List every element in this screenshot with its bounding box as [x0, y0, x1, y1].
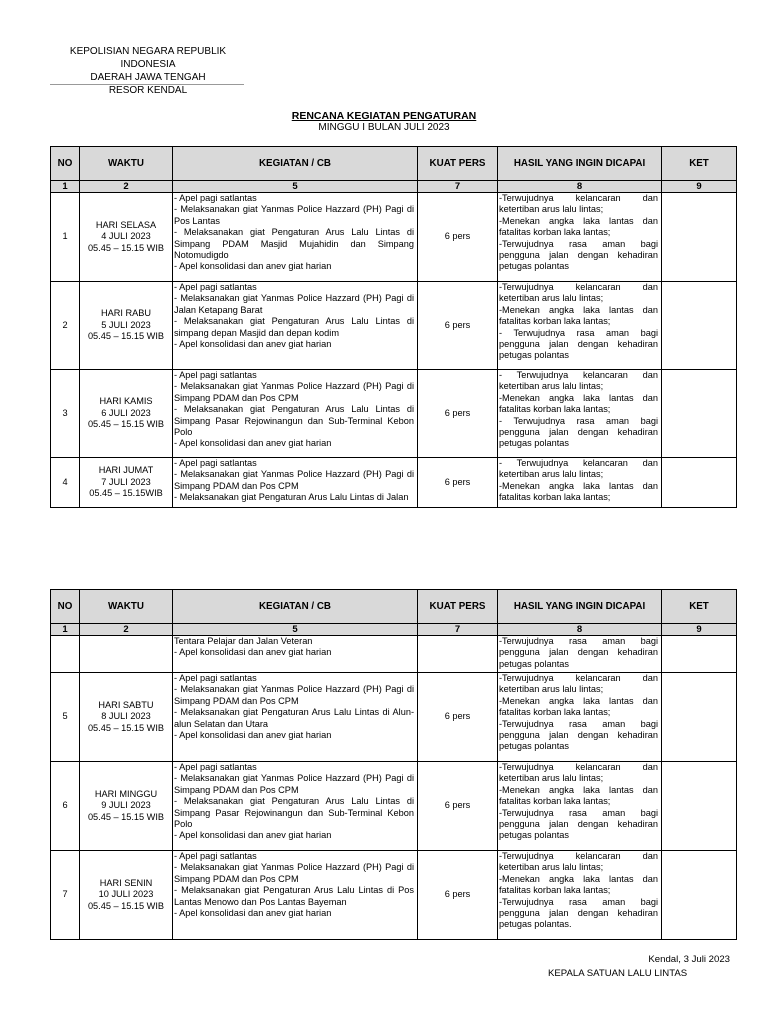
hasil-item: -Menekan angka laka lantas dan fatalitas korban laka lantas; — [499, 215, 658, 238]
kegiatan-item: - Melaksanakan giat Pengaturan Arus Lalu Lintas di Pos Lantas Menowo dan Pos Lantas Bayeman — [174, 885, 414, 907]
hasil-item: -Terwujudnya rasa aman bagi pengguna jalan dengan kehadiran petugas polantas. — [499, 896, 658, 930]
institution-line-3: RESOR KENDAL — [108, 85, 188, 96]
kegiatan-item: - Melaksanakan giat Yanmas Police Hazzard (PH) Pagi di Pos Lantas — [174, 204, 414, 226]
kegiatan-cell — [173, 282, 418, 370]
hasil-item: -Terwujudnya kelancaran dan ketertiban arus lalu lintas; — [499, 282, 658, 304]
kegiatan-item: - Melaksanakan giat Pengaturan Arus Lalu Lintas di Alun-alun Selatan dan Utara — [174, 707, 414, 729]
column-header: WAKTU — [80, 590, 173, 624]
row-number: 3 — [51, 370, 80, 458]
hasil-item: - Terwujudnya rasa aman bagi pengguna jalan dengan kehadiran petugas polantas — [499, 327, 658, 361]
waktu-line: HARI SELASA — [95, 219, 157, 230]
waktu-line: 05.45 – 15.15 WIB — [87, 900, 165, 911]
column-number: 9 — [662, 181, 737, 193]
waktu-line: 05.45 – 15.15 WIB — [87, 242, 165, 253]
waktu-line: 05.45 – 15.15 WIB — [87, 722, 165, 733]
kegiatan-cell — [173, 673, 418, 762]
column-header: WAKTU — [80, 147, 173, 181]
document-title — [0, 110, 768, 134]
kuat-pers-cell: 6 pers — [418, 370, 498, 458]
waktu-line: 7 JULI 2023 — [101, 476, 151, 487]
kegiatan-item: - Melaksanakan giat Yanmas Police Hazzard (PH) Pagi di Simpang PDAM dan Pos CPM — [174, 381, 414, 403]
hasil-item: -Terwujudnya rasa aman bagi pengguna jalan dengan kehadiran petugas polantas — [499, 636, 658, 669]
kegiatan-item: - Apel pagi satlantas — [174, 851, 257, 861]
kuat-pers-cell — [418, 636, 498, 673]
column-header: KEGIATAN / CB — [173, 147, 418, 181]
kegiatan-item: - Apel pagi satlantas — [174, 458, 257, 468]
waktu-cell — [80, 370, 173, 458]
kegiatan-item: - Melaksanakan giat Pengaturan Arus Lalu Lintas di Simpang Pasar Rejowinangun dan Sub-Terminal Kebon Polo — [174, 796, 414, 830]
column-number: 9 — [662, 624, 737, 636]
title-main: RENCANA KEGIATAN PENGATURAN — [291, 110, 477, 122]
kegiatan-cell — [173, 370, 418, 458]
kegiatan-item: - Apel konsolidasi dan anev giat harian — [174, 908, 332, 919]
ket-cell — [662, 851, 737, 940]
column-header: NO — [51, 147, 80, 181]
waktu-cell — [80, 282, 173, 370]
waktu-cell — [80, 851, 173, 940]
waktu-line: 05.45 – 15.15 WIB — [87, 331, 165, 342]
kegiatan-item: Tentara Pelajar dan Jalan Veteran — [174, 636, 313, 646]
kegiatan-item: - Apel pagi satlantas — [174, 762, 257, 772]
kuat-pers-cell: 6 pers — [418, 193, 498, 282]
hasil-cell — [498, 370, 662, 458]
waktu-line: 10 JULI 2023 — [98, 889, 154, 900]
ket-cell — [662, 282, 737, 370]
schedule-table-1 — [50, 146, 737, 508]
hasil-cell — [498, 193, 662, 282]
hasil-cell — [498, 282, 662, 370]
institution-line-2: DAERAH JAWA TENGAH — [90, 72, 206, 83]
kegiatan-item: - Melaksanakan giat Yanmas Police Hazzard (PH) Pagi di Jalan Ketapang Barat — [174, 293, 414, 315]
kegiatan-item: - Melaksanakan giat Yanmas Police Hazzard (PH) Pagi di Simpang PDAM dan Pos CPM — [174, 773, 414, 795]
kuat-pers-cell: 6 pers — [418, 282, 498, 370]
waktu-line: HARI MINGGU — [94, 788, 158, 799]
hasil-cell — [498, 762, 662, 851]
hasil-item: -Terwujudnya kelancaran dan ketertiban arus lalu lintas; — [499, 193, 658, 215]
kegiatan-item: - Apel konsolidasi dan anev giat harian — [174, 830, 332, 841]
table-row — [51, 282, 737, 370]
kuat-pers-cell: 6 pers — [418, 851, 498, 940]
row-number: 1 — [51, 193, 80, 282]
column-number: 8 — [498, 624, 662, 636]
hasil-item: - Terwujudnya kelancaran dan ketertiban arus lalu lintas; — [499, 370, 658, 392]
ket-cell — [662, 193, 737, 282]
hasil-cell — [498, 851, 662, 940]
kuat-pers-cell: 6 pers — [418, 673, 498, 762]
ket-cell — [662, 370, 737, 458]
waktu-line: 9 JULI 2023 — [101, 800, 151, 811]
hasil-item: -Menekan angka laka lantas dan fatalitas korban laka lantas; — [499, 784, 658, 807]
signature-position: KEPALA SATUAN LALU LINTAS — [548, 968, 688, 979]
column-header: NO — [51, 590, 80, 624]
institution-line-1: KEPOLISIAN NEGARA REPUBLIK INDONESIA — [69, 46, 227, 70]
ket-cell — [662, 762, 737, 851]
header-row — [51, 147, 737, 181]
kegiatan-item: - Apel konsolidasi dan anev giat harian — [174, 647, 332, 658]
kegiatan-item: - Melaksanakan giat Pengaturan Arus Lalu Lintas di Jalan — [174, 492, 409, 503]
table-row — [51, 851, 737, 940]
kegiatan-item: - Melaksanakan giat Yanmas Police Hazzard (PH) Pagi di Simpang PDAM dan Pos CPM — [174, 684, 414, 706]
hasil-cell — [498, 673, 662, 762]
column-number: 2 — [80, 624, 173, 636]
waktu-line: HARI SABTU — [98, 699, 154, 710]
hasil-item: -Menekan angka laka lantas dan fatalitas korban laka lantas; — [499, 695, 658, 718]
ket-cell — [662, 673, 737, 762]
waktu-line: 05.45 – 15.15WIB — [89, 488, 163, 499]
kegiatan-item: - Apel pagi satlantas — [174, 370, 257, 380]
hasil-cell — [498, 458, 662, 508]
hasil-item: -Terwujudnya rasa aman bagi pengguna jalan dengan kehadiran petugas polantas — [499, 718, 658, 752]
kegiatan-item: - Apel konsolidasi dan anev giat harian — [174, 438, 332, 449]
column-header: KET — [662, 147, 737, 181]
kegiatan-item: - Melaksanakan giat Yanmas Police Hazzard (PH) Pagi di Simpang PDAM dan Pos CPM — [174, 862, 414, 884]
waktu-line: 6 JULI 2023 — [101, 407, 151, 418]
kegiatan-item: - Apel konsolidasi dan anev giat harian — [174, 339, 332, 350]
waktu-line: HARI JUMAT — [98, 465, 154, 476]
column-number: 8 — [498, 181, 662, 193]
column-number: 7 — [418, 181, 498, 193]
institution-header — [50, 45, 246, 97]
waktu-line: 05.45 – 15.15 WIB — [87, 811, 165, 822]
waktu-line: HARI RABU — [100, 308, 152, 319]
kegiatan-item: - Apel pagi satlantas — [174, 282, 257, 292]
kegiatan-item: - Apel pagi satlantas — [174, 673, 257, 683]
column-header: KUAT PERS — [418, 590, 498, 624]
waktu-cell — [80, 762, 173, 851]
hasil-item: -Menekan angka laka lantas dan fatalitas korban laka lantas; — [499, 480, 658, 503]
kegiatan-item: - Melaksanakan giat Pengaturan Arus Lalu Lintas di simpang depan Masjid dan depan kodim — [174, 316, 414, 338]
row-number — [51, 636, 80, 673]
column-number: 1 — [51, 624, 80, 636]
table-row — [51, 370, 737, 458]
column-number: 5 — [173, 181, 418, 193]
header-row — [51, 590, 737, 624]
ket-cell — [662, 636, 737, 673]
hasil-cell — [498, 636, 662, 673]
kegiatan-cell — [173, 851, 418, 940]
kegiatan-cell — [173, 762, 418, 851]
column-number-row — [51, 624, 737, 636]
waktu-line: 8 JULI 2023 — [101, 711, 151, 722]
kegiatan-item: - Apel pagi satlantas — [174, 193, 257, 203]
waktu-cell — [80, 458, 173, 508]
kuat-pers-cell: 6 pers — [418, 458, 498, 508]
signature-block — [500, 953, 730, 981]
hasil-item: -Terwujudnya rasa aman bagi pengguna jalan dengan kehadiran petugas polantas — [499, 807, 658, 841]
row-number: 7 — [51, 851, 80, 940]
kegiatan-item: - Apel konsolidasi dan anev giat harian — [174, 730, 332, 741]
kegiatan-cell — [173, 193, 418, 282]
waktu-cell — [80, 193, 173, 282]
kegiatan-item: - Melaksanakan giat Yanmas Police Hazzard (PH) Pagi di Simpang PDAM dan Pos CPM — [174, 469, 414, 491]
kegiatan-item: - Melaksanakan giat Pengaturan Arus Lalu Lintas di Simpang Pasar Rejowinangun dan Sub-Terminal Kebon Polo — [174, 404, 414, 438]
schedule-table-2 — [50, 589, 737, 940]
column-number: 7 — [418, 624, 498, 636]
column-number: 2 — [80, 181, 173, 193]
table-row — [51, 673, 737, 762]
hasil-item: -Menekan angka laka lantas dan fatalitas korban laka lantas; — [499, 392, 658, 415]
table-row — [51, 762, 737, 851]
hasil-item: - Terwujudnya kelancaran dan ketertiban arus lalu lintas; — [499, 458, 658, 480]
table-row — [51, 193, 737, 282]
kegiatan-item: - Apel konsolidasi dan anev giat harian — [174, 261, 332, 272]
waktu-cell — [80, 636, 173, 673]
title-sub: MINGGU I BULAN JULI 2023 — [318, 122, 450, 133]
column-header: HASIL YANG INGIN DICAPAI — [498, 590, 662, 624]
waktu-line: HARI SENIN — [99, 877, 153, 888]
waktu-line: 4 JULI 2023 — [101, 231, 151, 242]
row-number: 5 — [51, 673, 80, 762]
hasil-item: -Terwujudnya kelancaran dan ketertiban arus lalu lintas; — [499, 851, 658, 873]
waktu-line: HARI KAMIS — [99, 396, 153, 407]
waktu-cell — [80, 673, 173, 762]
waktu-line: 5 JULI 2023 — [101, 319, 151, 330]
signature-place-date: Kendal, 3 Juli 2023 — [648, 954, 730, 965]
kegiatan-item: - Melaksanakan giat Pengaturan Arus Lalu Lintas di Simpang PDAM Masjid Mujahidin dan Simpang Notomudigdo — [174, 227, 414, 261]
column-number: 5 — [173, 624, 418, 636]
hasil-item: -Terwujudnya rasa aman bagi pengguna jalan dengan kehadiran petugas polantas — [499, 238, 658, 272]
column-header: KEGIATAN / CB — [173, 590, 418, 624]
hasil-item: - Terwujudnya rasa aman bagi pengguna jalan dengan kehadiran petugas polantas — [499, 415, 658, 449]
kegiatan-cell — [173, 458, 418, 508]
column-number: 1 — [51, 181, 80, 193]
row-number: 4 — [51, 458, 80, 508]
hasil-item: -Terwujudnya kelancaran dan ketertiban arus lalu lintas; — [499, 673, 658, 695]
column-header: KET — [662, 590, 737, 624]
hasil-item: -Menekan angka laka lantas dan fatalitas korban laka lantas; — [499, 304, 658, 327]
ket-cell — [662, 458, 737, 508]
header-divider — [50, 84, 244, 85]
row-number: 6 — [51, 762, 80, 851]
waktu-line: 05.45 – 15.15 WIB — [87, 419, 165, 430]
table-row — [51, 458, 737, 508]
column-number-row — [51, 181, 737, 193]
table-row — [51, 636, 737, 673]
column-header: KUAT PERS — [418, 147, 498, 181]
hasil-item: -Terwujudnya kelancaran dan ketertiban arus lalu lintas; — [499, 762, 658, 784]
row-number: 2 — [51, 282, 80, 370]
kegiatan-cell — [173, 636, 418, 673]
hasil-item: -Menekan angka laka lantas dan fatalitas korban laka lantas; — [499, 873, 658, 896]
column-header: HASIL YANG INGIN DICAPAI — [498, 147, 662, 181]
kuat-pers-cell: 6 pers — [418, 762, 498, 851]
